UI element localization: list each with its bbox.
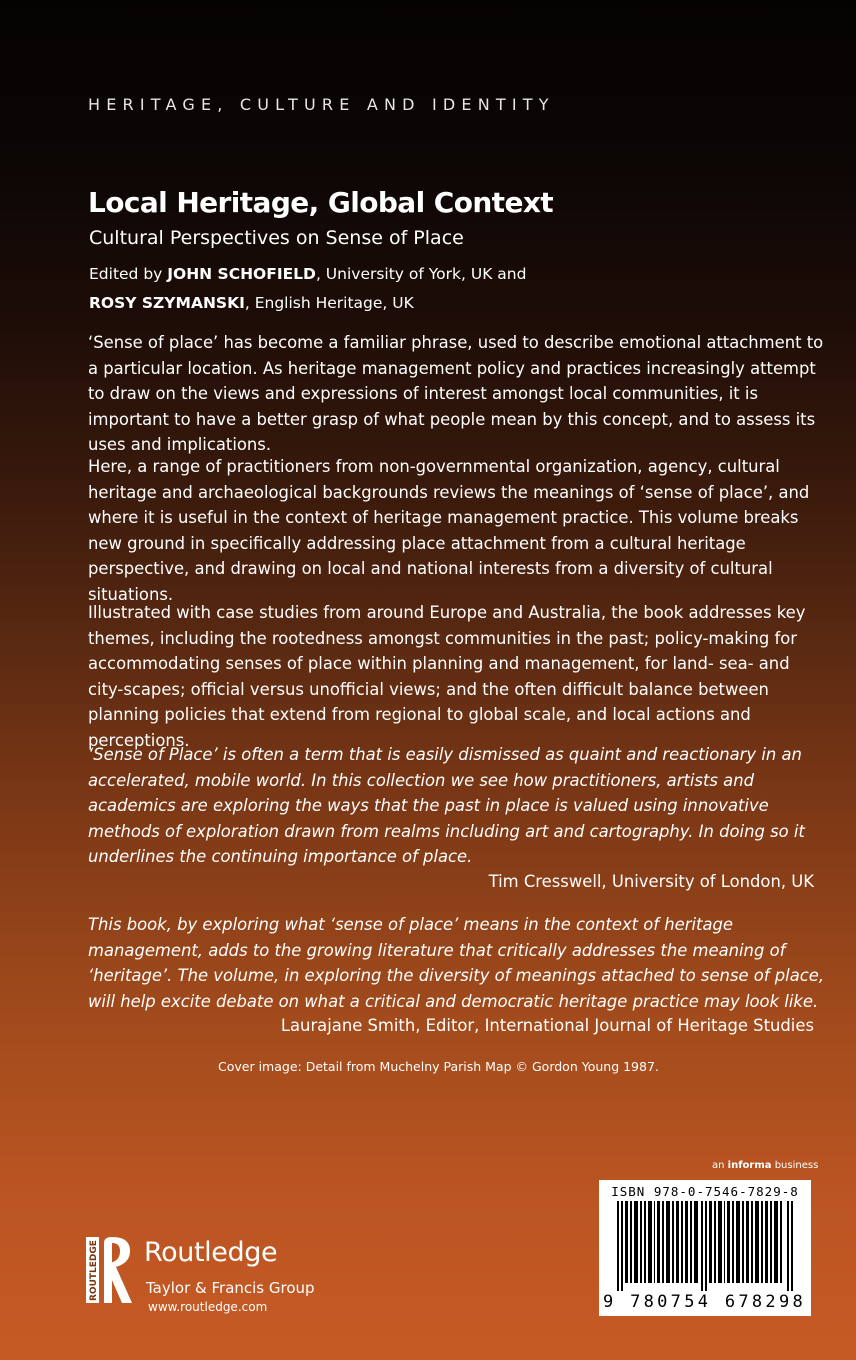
book-subtitle: Cultural Perspectives on Sense of Place [89, 227, 464, 249]
isbn-barcode [599, 1180, 811, 1316]
informa-brand: informa [727, 1160, 772, 1171]
editor-line-1 [89, 260, 526, 289]
publisher-group: Taylor & Francis Group [146, 1279, 315, 1297]
editors [89, 260, 526, 318]
editor-line-2 [89, 289, 526, 318]
routledge-logo-text: ROUTLEDGE [89, 1240, 99, 1301]
endorsement-attribution-1: Tim Cresswell, University of London, UK [488, 872, 814, 891]
editor1-name: JOHN SCHOFIELD [167, 265, 316, 283]
description-paragraph-3: Illustrated with case studies from around Europe and Australia, the book addresses key themes, including the rootedness amongst communities in the past; policy-making for accommodating senses of place within planning and management, for land- sea- and city-scapes; official versus unofficial views; and the often difficult balance between planning policies that extend from regional to global scale, and local actions and perceptions. [88, 603, 806, 750]
barcode-bars [617, 1201, 793, 1291]
endorsement-quote-1: ‘Sense of Place’ is often a term that is easily dismissed as quaint and reactionary in an accelerated, mobile world. In this collection we see how practitioners, artists and academics are exploring the ways that the past in place is valued using innovative methods of exploration drawn from realms including art and cartography. In doing so it underlines the continuing importance of place. [88, 745, 805, 867]
edited-by-prefix: Edited by [89, 265, 168, 283]
endorsement-attribution-2: Laurajane Smith, Editor, International Journal of Heritage Studies [280, 1016, 814, 1035]
isbn-label: ISBN 978-0-7546-7829-8 [611, 1184, 799, 1199]
description-paragraph-2: Here, a range of practitioners from non-governmental organization, agency, cultural heritage and archaeological backgrounds reviews the meanings of ‘sense of place’, and where it is useful in the context of heritage management practice. This volume breaks new ground in specifically addressing place attachment from a cultural heritage perspective, and drawing on local and national interests from a diversity of cultural situations. [88, 457, 810, 604]
book-title: Local Heritage, Global Context [88, 186, 554, 219]
routledge-logo-icon [86, 1237, 136, 1303]
informa-business-label: an informa business [712, 1160, 819, 1171]
editor1-affiliation: , University of York, UK and [315, 265, 527, 283]
endorsement-quote-2: This book, by exploring what ‘sense of place’ means in the context of heritage management, adds to the growing literature that critically addresses the meaning of ‘heritage’. The volume, in exploring the diversity of meanings attached to sense of place, will help excite debate on what a critical and democratic heritage practice may look like. [88, 915, 825, 1011]
series-title: HERITAGE, CULTURE AND IDENTITY [88, 95, 555, 114]
publisher-url[interactable]: www.routledge.com [148, 1300, 268, 1314]
editor2-affiliation: , English Heritage, UK [244, 294, 414, 312]
editor2-name: ROSY SZYMANSKI [89, 294, 245, 312]
isbn-digits: 9 780754 678298 [603, 1292, 807, 1312]
publisher-name: Routledge [144, 1237, 278, 1268]
cover-image-credit: Cover image: Detail from Muchelny Parish Map © Gordon Young 1987. [218, 1059, 659, 1074]
description-paragraph-1: ‘Sense of place’ has become a familiar phrase, used to describe emotional attachment to a particular location. As heritage management policy and practices increasingly attempt to draw on the views and expressions of interest amongst local communities, it is important to have a better grasp of what people mean by this concept, and to assess its uses and implications. [88, 333, 824, 455]
